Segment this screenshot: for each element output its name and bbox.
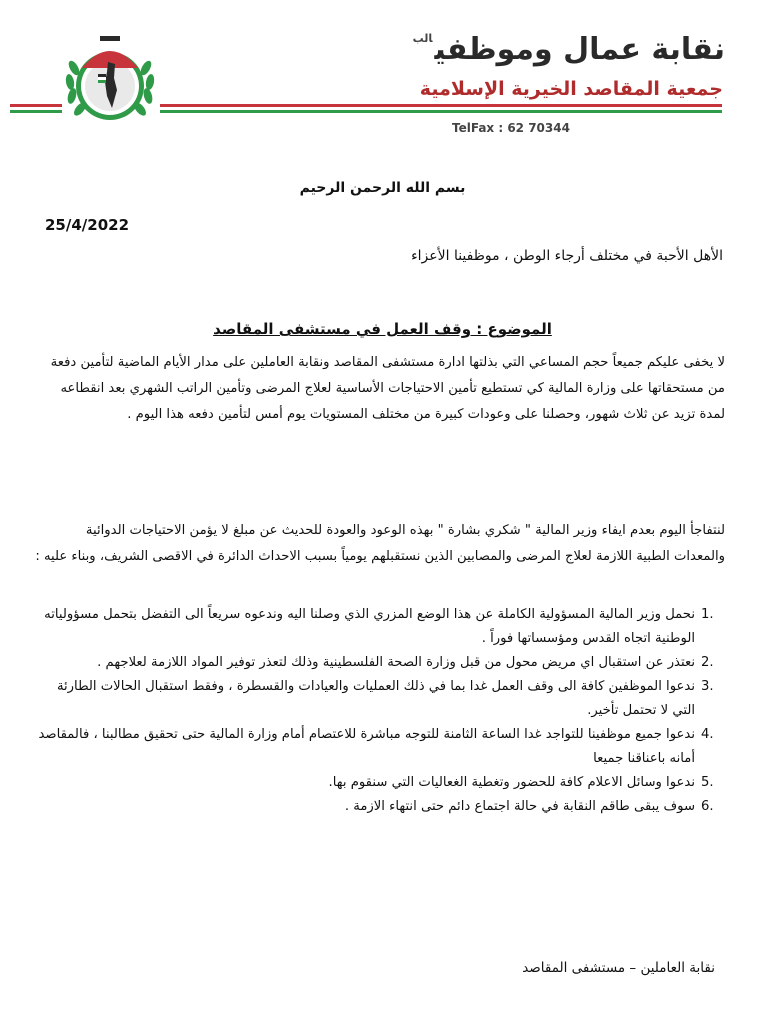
item-text: ندعوا جميع موظفينا للتواجد غدا الساعة الثامنة للتوجه مباشرة للاعتصام أمام وزارة المالية حتى تحقيق مطالبنا ، فالمقاصد أمانه باعناقنا جميعا [38, 727, 695, 766]
item-text: ندعوا وسائل الاعلام كافة للحضور وتغطية الغعاليات التي سنقوم بها. [328, 775, 695, 790]
subject-text: الموضوع : وقف العمل في مستشفى المقاصد [213, 320, 552, 338]
item-number: 6. [701, 799, 714, 814]
item-text: ندعوا الموظفين كافة الى وقف العمل غدا بما في ذلك العمليات والعيادات والقسطرة ، وفقط استقبال الحالات الطارئة التي لا تحتمل تأخير. [56, 679, 695, 718]
item-number: 3. [701, 679, 714, 694]
item-text: سوف يبقى طاقم النقابة في حالة اجتماع دائم حتى انتهاء الازمة . [344, 799, 695, 814]
org-name-small: الب [412, 32, 433, 45]
item-text: نحمل وزير المالية المسؤولية الكاملة عن هذا الوضع المزري الذي وصلنا اليه وندعوه سريعاً الى التفضل بتحمل مسؤولياته الوطنية اتجاه القدس ومؤسساتها فوراً . [44, 607, 695, 646]
item-number: 2. [701, 655, 714, 670]
list-item [35, 723, 725, 771]
org-name-main: نقابة عمال وموظفي [434, 32, 725, 67]
header-stripe-red-right [160, 104, 722, 107]
list-item [35, 651, 725, 675]
item-text: نعتذر عن استقبال اي مريض محول من قبل وزارة الصحة الفلسطينية وذلك لتعذر توفير المواد اللازمة لعلاجهم . [97, 655, 695, 670]
list-item [35, 771, 725, 795]
subject-line [0, 320, 765, 338]
list-item [35, 603, 725, 651]
header-stripe-green-left [10, 110, 62, 113]
org-subtitle: جمعية المقاصد الخيرية الإسلامية [419, 78, 723, 100]
basmala: بسم الله الرحمن الرحيم [299, 180, 466, 196]
org-name [345, 32, 725, 67]
header-stripe-green-right [160, 110, 722, 113]
demands-list [35, 603, 725, 819]
item-number: 4. [701, 727, 714, 742]
telfax: TelFax : 62 70344 [452, 121, 570, 135]
letter-date: 25/4/2022 [45, 216, 130, 234]
union-logo [60, 30, 160, 130]
list-item [35, 795, 725, 819]
paragraph-2: لنتفاجأ اليوم بعدم ايفاء وزير المالية " شكري بشارة " بهذه الوعود والعودة للحديث عن مبلغ لا يؤمن الاحتياجات الدوائية والمعدات الطبية اللازمة لعلاج المرضى والمصابين الذين نستقبلهم يومياً بسبب الاحداث الدائرة في الاقصى الشريف، وبناء عليه : [35, 523, 725, 564]
item-number: 5. [701, 775, 714, 790]
signature: نقابة العاملين – مستشفى المقاصد [522, 960, 715, 976]
salutation: الأهل الأحبة في مختلف أرجاء الوطن ، موظفينا الأعزاء [411, 248, 723, 264]
paragraph-1: لا يخفى عليكم جميعاً حجم المساعي التي بذلتها ادارة مستشفى المقاصد ونقابة العاملين على مدار الأيام الماضية لتأمين دفعة من مستحقاتها على وزارة المالية كي تستطيع تأمين الاحتياجات الأساسية لعلاج المرضى وتأمين الراتب الشهري بعد انقطاعه لمدة تزيد عن ثلاث شهور، وحصلنا على وعودات كبيرة من مختلف المستويات يوم أمس لتأمين دفعه هذا اليوم . [50, 355, 725, 422]
header-stripe-red-left [10, 104, 62, 107]
list-item [35, 675, 725, 723]
item-number: 1. [701, 607, 714, 622]
